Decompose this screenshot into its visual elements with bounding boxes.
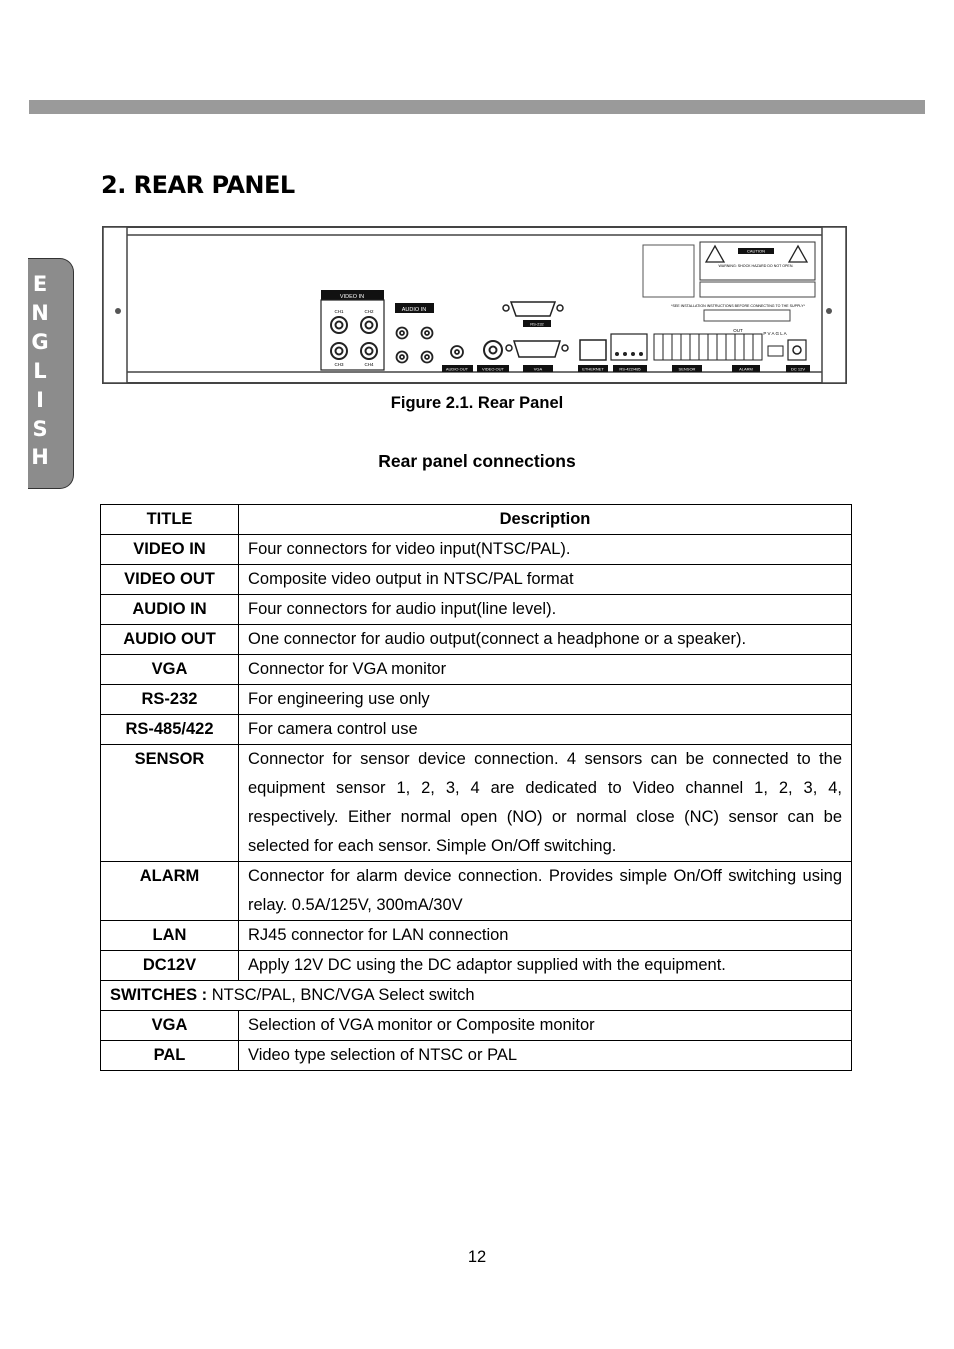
table-row xyxy=(101,951,852,981)
row-title: ALARM xyxy=(101,862,239,921)
rs485-label: RS-422/485 xyxy=(619,366,641,372)
audio-in-label: AUDIO IN xyxy=(401,307,427,313)
caution-text: CAUTION xyxy=(747,248,765,254)
row-description: RJ45 connector for LAN connection xyxy=(239,921,852,951)
section-heading: 2. REAR PANEL xyxy=(101,171,295,199)
row-description: Connector for alarm device connection. Provides simple On/Off switching using relay. 0.5A/125V, 300mA/30V xyxy=(239,862,852,921)
row-title: RS-232 xyxy=(101,685,239,715)
table-row xyxy=(101,535,852,565)
switches-cell xyxy=(101,981,852,1011)
side-tab-letter: S xyxy=(32,417,48,441)
row-description: Connector for VGA monitor xyxy=(239,655,852,685)
side-tab-letter: L xyxy=(33,359,47,383)
row-description: Selection of VGA monitor or Composite monitor xyxy=(239,1011,852,1041)
row-description: Apply 12V DC using the DC adaptor supplied with the equipment. xyxy=(239,951,852,981)
rear-panel-figure xyxy=(102,224,848,386)
side-tab-letter: E xyxy=(32,272,48,296)
table-header-row xyxy=(101,505,852,535)
row-title: RS-485/422 xyxy=(101,715,239,745)
screw-icon xyxy=(115,308,121,314)
row-description: One connector for audio output(connect a headphone or a speaker). xyxy=(239,625,852,655)
table-row xyxy=(101,745,852,862)
table-row xyxy=(101,595,852,625)
header-bar xyxy=(29,100,925,114)
row-title: VIDEO OUT xyxy=(101,565,239,595)
row-title: PAL xyxy=(101,1041,239,1071)
switches-row xyxy=(101,981,852,1011)
figure-caption: Figure 2.1. Rear Panel xyxy=(390,394,564,412)
install-note: *SEE INSTALLATION INSTRUCTIONS BEFORE CONNECTING TO THE SUPPLY* xyxy=(671,304,805,308)
table-row xyxy=(101,1041,852,1071)
row-title: VGA xyxy=(101,655,239,685)
table-row xyxy=(101,655,852,685)
row-title: SENSOR xyxy=(101,745,239,862)
table-row xyxy=(101,862,852,921)
audio-out-label: AUDIO OUT xyxy=(445,366,469,372)
video-in-label: VIDEO IN xyxy=(339,294,365,300)
switches-label: SWITCHES : xyxy=(110,986,208,1004)
side-tab-letter: G xyxy=(31,330,49,354)
row-description: Four connectors for video input(NTSC/PAL). xyxy=(239,535,852,565)
row-description: Composite video output in NTSC/PAL format xyxy=(239,565,852,595)
rear-panel-connections-table xyxy=(100,504,852,1071)
row-title: AUDIO OUT xyxy=(101,625,239,655)
row-description: For camera control use xyxy=(239,715,852,745)
row-description: Video type selection of NTSC or PAL xyxy=(239,1041,852,1071)
alarm-label: ALARM xyxy=(739,366,753,372)
ch1-label: CH1 xyxy=(334,309,344,314)
ch3-label: CH3 xyxy=(334,362,344,367)
dc12v-label: DC 12V xyxy=(790,366,806,372)
row-title: VGA xyxy=(101,1011,239,1041)
row-title: LAN xyxy=(101,921,239,951)
row-description: For engineering use only xyxy=(239,685,852,715)
row-description: Connector for sensor device connection. 4 sensors can be connected to the equipment sensor 1, 2, 3, 4 are dedicated to Video channel 1, 2, 3, 4, respectively. Either normal open (NO) or normal close (NC) sensor can be selected for each sensor. Simple On/Off switching. xyxy=(239,745,852,862)
row-description: Four connectors for audio input(line level). xyxy=(239,595,852,625)
sensor-label: SENSOR xyxy=(678,366,696,372)
table-title: Rear panel connections xyxy=(378,451,576,471)
rs232-label: RS-232 xyxy=(530,321,544,327)
row-title: VIDEO IN xyxy=(101,535,239,565)
ethernet-label: ETHERNET xyxy=(582,366,604,372)
out-label: OUT xyxy=(733,328,743,333)
ch4-label: CH4 xyxy=(364,362,374,367)
warning-text: WARNING: SHOCK HAZARD DO NOT OPEN. xyxy=(718,264,794,268)
column-header-description: Description xyxy=(239,505,852,535)
page-number: 12 xyxy=(467,1248,487,1266)
table-row xyxy=(101,921,852,951)
column-header-title: TITLE xyxy=(101,505,239,535)
table-row xyxy=(101,1011,852,1041)
side-tab-letter: I xyxy=(36,388,44,412)
table-row xyxy=(101,625,852,655)
table-row xyxy=(101,565,852,595)
screw-icon xyxy=(826,308,832,314)
table-row xyxy=(101,715,852,745)
row-title: DC12V xyxy=(101,951,239,981)
ch2-label: CH2 xyxy=(364,309,374,314)
side-tab-letter: H xyxy=(31,445,49,469)
vga-label: VGA xyxy=(533,366,543,372)
side-tab-letter: N xyxy=(31,301,49,325)
video-out-label: VIDEO OUT xyxy=(481,366,505,372)
switch-letters: P V A G L A xyxy=(763,331,787,336)
row-title: AUDIO IN xyxy=(101,595,239,625)
switches-text: NTSC/PAL, BNC/VGA Select switch xyxy=(207,986,475,1004)
table-row xyxy=(101,685,852,715)
